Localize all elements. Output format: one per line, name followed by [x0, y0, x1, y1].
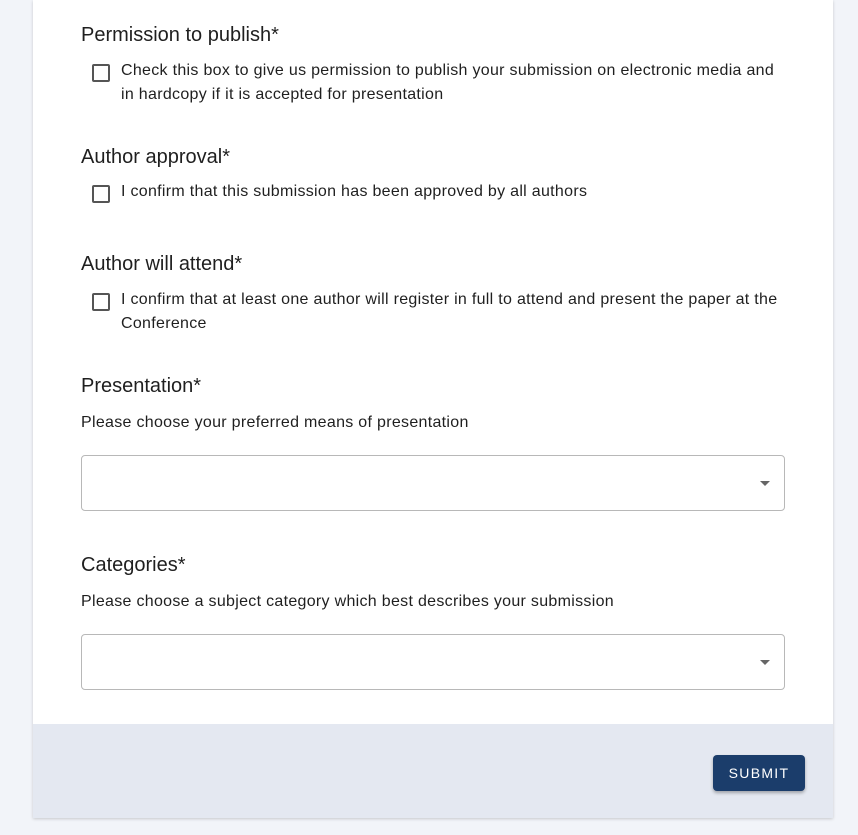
attend-section-title: Author will attend*: [81, 253, 243, 275]
chevron-down-icon[interactable]: [760, 660, 770, 665]
attend-checkbox-row[interactable]: [92, 288, 778, 336]
submission-form-card: [33, 0, 833, 818]
permission-checkbox-row[interactable]: [92, 59, 775, 107]
presentation-select[interactable]: [81, 455, 785, 511]
approval-section-title: Author approval*: [81, 146, 230, 168]
categories-help-text: Please choose a subject category which best describes your submission: [81, 593, 614, 610]
permission-section-title: Permission to publish*: [81, 24, 279, 46]
approval-checkbox[interactable]: [92, 185, 110, 203]
attend-checkbox[interactable]: [92, 293, 110, 311]
submit-button[interactable]: SUBMIT: [713, 755, 805, 791]
approval-checkbox-label[interactable]: I confirm that this submission has been approved by all authors: [121, 183, 588, 200]
chevron-down-icon[interactable]: [760, 481, 770, 486]
categories-select[interactable]: [81, 634, 785, 690]
presentation-help-text: Please choose your preferred means of presentation: [81, 414, 469, 431]
form-footer: [33, 724, 833, 818]
permission-checkbox-label[interactable]: Check this box to give us permission to publish your submission on electronic media and in hardcopy if it is accepted for presentation: [121, 62, 775, 103]
approval-checkbox-row[interactable]: [92, 180, 772, 204]
categories-section-title: Categories*: [81, 554, 186, 576]
attend-checkbox-label[interactable]: I confirm that at least one author will register in full to attend and present the paper at the Conference: [121, 291, 778, 332]
permission-checkbox[interactable]: [92, 64, 110, 82]
presentation-section-title: Presentation*: [81, 375, 202, 397]
